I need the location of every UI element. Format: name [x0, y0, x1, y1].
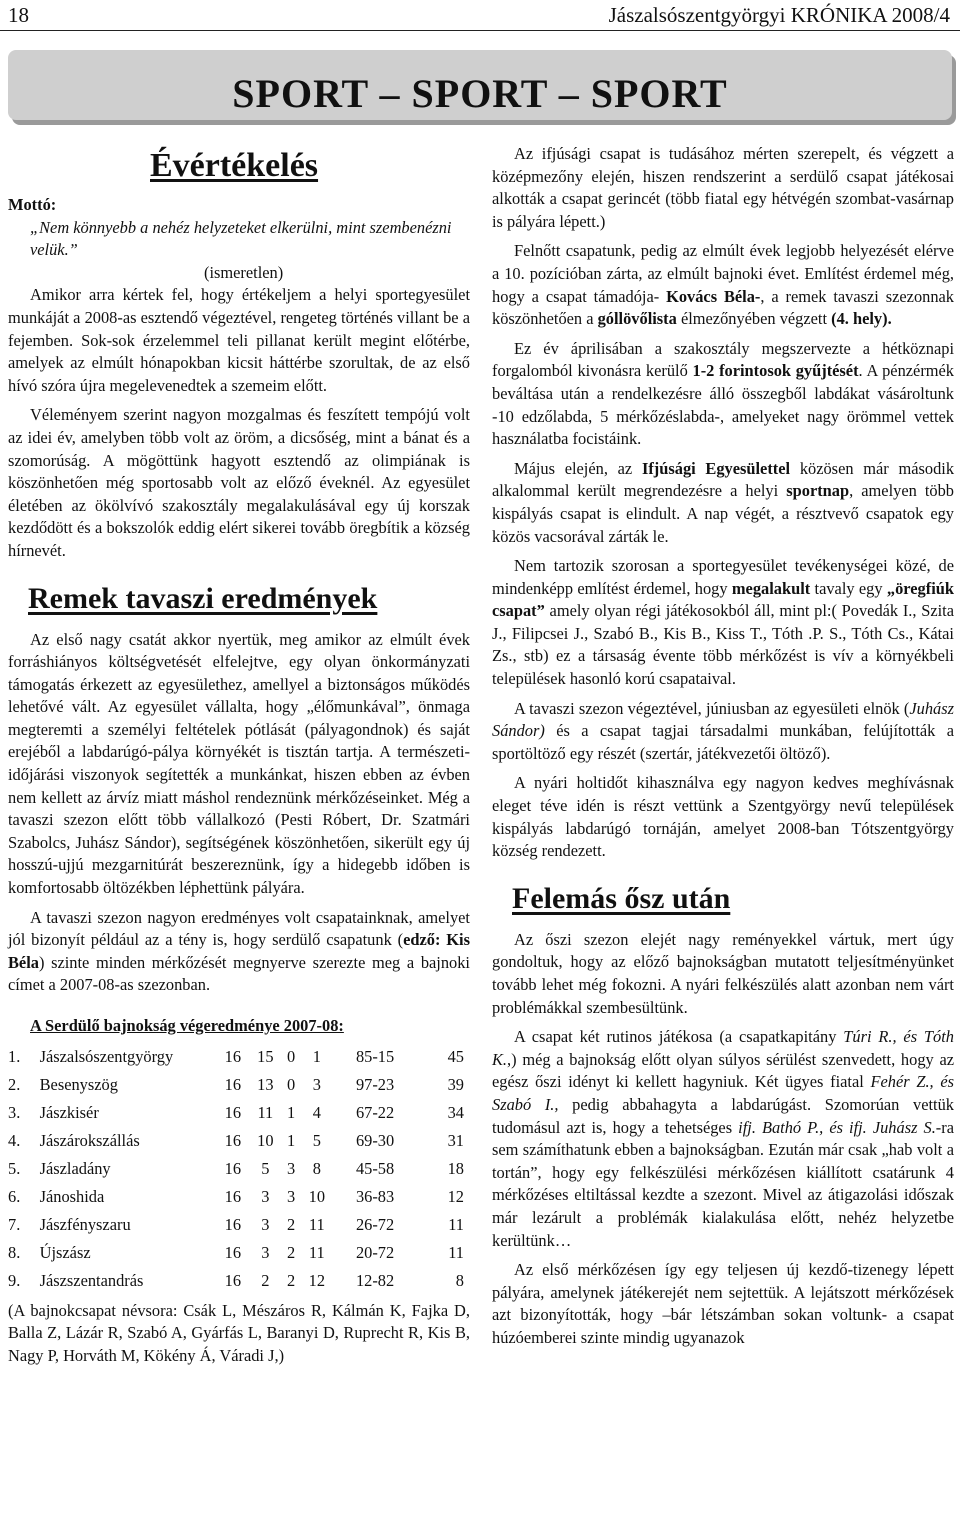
draws-cell: 0 — [286, 1047, 296, 1067]
paragraph — [492, 555, 954, 691]
team-cell: Jászárokszállás — [39, 1131, 140, 1151]
wins-cell: 3 — [261, 1215, 270, 1235]
text-run: Felnőtt csapatunk, pedig az elmúlt évek legjobb helyezését elérve a 10. pozícióban zárta, az elmúlt bajnoki évet. Említést érdemel még, hogy a csapat támadója- — [492, 241, 954, 306]
rank-cell: 4. — [8, 1131, 21, 1151]
team-cell: Jászszentandrás — [39, 1271, 144, 1291]
losses-cell: 4 — [312, 1103, 321, 1123]
text-run: , a remek tavaszi szezonnak köszönhetően a — [492, 286, 954, 329]
goals-cell: 20-72 — [355, 1243, 395, 1263]
played-cell: 16 — [224, 1243, 242, 1263]
paragraph — [8, 907, 470, 997]
text-run: , amelyen több kispályás csapat is elindult. A nap végét, a résztvevő csapatok egy közös vacsorával zárták le. — [492, 481, 954, 546]
draws-cell: 2 — [286, 1271, 296, 1291]
played-cell: 16 — [224, 1131, 242, 1151]
goals-cell: 97-23 — [355, 1075, 395, 1095]
rank-cell: 5. — [8, 1159, 21, 1179]
player-names: ifj. Bathó P., és ifj. Juhász S. — [738, 1117, 936, 1137]
section-title-spring: Remek tavaszi eredmények — [28, 581, 378, 615]
team-cell: Jánoshida — [39, 1187, 105, 1207]
standings-row — [8, 1240, 470, 1268]
motto-label: Mottó: — [8, 195, 57, 214]
paragraph — [492, 338, 954, 451]
text-run: és a csapat tagjai társadalmi munkában, felújították a sportöltöző egy részét (szertár, játékvezetői öltöző). — [492, 721, 954, 763]
wins-cell: 15 — [257, 1047, 274, 1067]
paragraph: Az őszi szezon elejét nagy reményekkel vártuk, mert úgy gondoltuk, hogy az előző bajnokságban mutatott teljesítményünket tovább lehet még fokozni. A nyári felkészülés alatt azonban nem várt problémákkal szembesültünk. — [492, 929, 954, 1017]
emphasis: (4. hely). — [831, 309, 892, 329]
losses-cell: 3 — [312, 1075, 321, 1095]
standings-title: A Serdülő bajnokság végeredménye 2007-08: — [30, 1016, 344, 1035]
text-run: -ra sem számíthatunk ebben a bajnokságban. Ezután már csak „hab volt a tortán”, hogy egy felkészülési mérkőzésen kiállított csatárunk 4 mérkőzéses eltiltással kezdte a szezont. Mivel az átigazolási időszak már lezárult a problémák kialakulása előtt, nehéz helyzetbe kerültünk… — [492, 1117, 954, 1250]
motto-text: „Nem könnyebb a nehéz helyzeteket elkerülni, mint szembenézni velük.” — [30, 217, 452, 260]
text-run: . A pénzérmék beváltása után a rendelkezésre álló összegből labdákat vásároltunk -10 edzőlabda, 5 mérkőzéslabda-, amelyeket nagy örömmel vettek használatba focistáink. — [492, 361, 955, 449]
rank-cell: 7. — [8, 1215, 21, 1235]
paragraph — [492, 1026, 954, 1252]
played-cell: 16 — [224, 1271, 242, 1291]
wins-cell: 3 — [261, 1187, 270, 1207]
points-cell: 34 — [447, 1103, 464, 1123]
paragraph: Az első nagy csatát akkor nyertük, meg amikor az elmúlt évek forráshiányos költségvetését elfelejtve, egy olyan önkormányzati támogatás érkezett az egyesülethez, amellyel a biztonságos működés lehetővé vált. Az egyesület vállalta, hogy „élőmunkával”, önmaga megteremti a személyi feltételek pótlását (pályagondnok) és saját erejéből a labdarúgó-pálya környékét is tisztán tartja. A természeti-időjárási viszonyok segítették a munkánkat, hiszen ebben az évben nem kellett az árvíz miatt máshol rendeznünk mérkőzéseinket. Még a tavaszi szezon előtt több vállalkozó (Pesti Róbert, Dr. Szatmári Szabolcs, Juhász Sándor), segítségének köszönhetően, sikerült egy új hosszú-ujjú mezgarnitúrát beszereznünk, így a hidegebb időben is komfortosabb öltözékben léphettünk pályára. — [8, 629, 470, 898]
text-run: amely olyan régi játékosokból áll, mint pl:( Povedák I., Szita J., Filipcsei J., Szabó B., Kis B., Kiss T., Tóth .P. S., Tóth Cs., Kátai Zs., stb) ez a társaság évente több mérkőzést is vív a környékbeli települések hasonló korú csapataival. — [492, 601, 954, 689]
standings-table — [8, 1044, 470, 1296]
wins-cell: 3 — [261, 1243, 270, 1263]
team-roster: (A bajnokcsapat névsora: Csák L, Mészáros R, Kálmán K, Fajka D, Balla Z, Lázár R, Szabó A, Gyárfás L, Baranyi D, Ruprecht R, Kis B, Nagy P, Horváth M, Kökény Á, Váradi J,) — [8, 1300, 470, 1365]
standings-row — [8, 1212, 470, 1240]
team-cell: Újszász — [39, 1243, 91, 1263]
text-run: élmezőnyében végzett — [676, 309, 832, 329]
standings-row — [8, 1128, 470, 1156]
played-cell: 16 — [224, 1103, 242, 1123]
paragraph: Amikor arra kértek fel, hogy értékeljem a helyi sportegyesület munkáját a 2008-as esztendő végeztével, rengeteg történés villant be a fejemben. Sok-sok érzelemmel teli pillanat került megint előtérbe, amelyek az elmúlt hónapokban kicsit háttérbe szorultak, de az első hívó szóra újra megelevenedtek a szemeim előtt. — [8, 285, 470, 395]
player-names: Fehér Z., és Szabó I., — [492, 1072, 954, 1114]
draws-cell: 0 — [286, 1075, 296, 1095]
emphasis: „öregfiúk csapat” — [492, 578, 954, 621]
paragraph — [492, 240, 954, 330]
wins-cell: 13 — [257, 1075, 274, 1095]
emphasis: megalakult — [731, 578, 811, 598]
losses-cell: 11 — [308, 1243, 325, 1263]
played-cell: 16 — [224, 1159, 242, 1179]
left-column — [8, 140, 470, 1367]
text-run: Május elején, az — [514, 458, 642, 478]
text-run: Nem tartozik szorosan a sportegyesület tevékenységei közé, de mindenképp említést érdemel, hogy — [492, 556, 954, 598]
team-cell: Jászalsószentgyörgy — [39, 1047, 174, 1067]
points-cell: 31 — [447, 1131, 464, 1151]
wins-cell: 11 — [257, 1103, 274, 1123]
text-run: tavaly egy — [810, 578, 887, 598]
text-run: pedig abbahagyta a labdarúgást. Szomorúan vettük tudomásul azt is, hogy a tehetséges — [492, 1094, 954, 1137]
goals-cell: 36-83 — [355, 1187, 395, 1207]
paragraph — [492, 698, 954, 766]
losses-cell: 11 — [308, 1215, 325, 1235]
goals-cell: 85-15 — [355, 1047, 395, 1067]
wins-cell: 2 — [261, 1271, 270, 1291]
section-banner: SPORT – SPORT – SPORT — [8, 50, 952, 120]
section-title-autumn: Felemás ősz után — [512, 881, 731, 915]
paragraph: Az első mérkőzésen így egy teljesen új kezdő-tizenegy lépett pályára, amelynek játékerejét nem sejtettük. A lejátszott mérkőzések azt bizonyították, hogy –bár létszámban sokan voltunk- a csapat húzóemberei szinte mindig ugyanazok — [492, 1260, 954, 1347]
wins-cell: 5 — [261, 1159, 270, 1179]
losses-cell: 5 — [312, 1131, 321, 1151]
paragraph — [492, 458, 954, 548]
player-names: Túri R., és Tóth K. — [492, 1027, 954, 1069]
paragraph: Véleményem szerint nagyon mozgalmas és feszített tempójú volt az idei év, amelyben több volt az öröm, a dicsőség, mint a bánat és a szomorúság. A mögöttünk hagyott esztendő az olimpiának is köszönhetően még sportosabb volt az előző éveknél. Az egyesület életében az ökölvívó szakosztály megalakulásával egy új korszak kezdődött és a bokszolók eddig elért sikerei tovább öregbítik a község hírnevét. — [8, 405, 470, 560]
draws-cell: 1 — [286, 1103, 296, 1123]
paragraph: A nyári holtidőt kihasználva egy nagyon kedves meghívásnak eleget téve idén is részt vettünk a Szentgyörgy nevű települések kispályás labdarúgó tornáján, amelyet 2008-ban Tótszentgyörgy község rendezett. — [492, 773, 954, 861]
goals-cell: 45-58 — [355, 1159, 395, 1179]
goals-cell: 69-30 — [355, 1131, 395, 1151]
rank-cell: 2. — [8, 1075, 21, 1095]
wins-cell: 10 — [257, 1131, 274, 1151]
draws-cell: 2 — [286, 1243, 296, 1263]
team-cell: Besenyszög — [39, 1075, 118, 1095]
standings-row — [8, 1044, 470, 1072]
emphasis: 1-2 forintosok gyűjtését — [692, 361, 859, 381]
losses-cell: 1 — [312, 1047, 321, 1067]
right-column — [492, 143, 954, 1350]
points-cell: 8 — [455, 1271, 464, 1291]
text-run: közösen már második alkalommal került megrendezésre a helyi — [492, 458, 955, 501]
coach-name: edző: Kis Béla — [8, 930, 470, 972]
page-number: 18 — [8, 3, 29, 27]
points-cell: 11 — [448, 1243, 464, 1263]
standings-row — [8, 1100, 470, 1128]
team-cell: Jászkisér — [39, 1103, 99, 1123]
rank-cell: 1. — [8, 1047, 21, 1067]
team-cell: Jászfényszaru — [39, 1215, 131, 1235]
losses-cell: 10 — [308, 1187, 326, 1207]
journal-title: Jászalsószentgyörgyi KRÓNIKA 2008/4 — [608, 3, 950, 27]
running-header — [0, 0, 960, 31]
emphasis: góllövőlista — [597, 309, 677, 329]
points-cell: 39 — [447, 1075, 464, 1095]
played-cell: 16 — [224, 1187, 242, 1207]
text-run: A tavaszi szezon nagyon eredményes volt csapatainknak, amelyet jól bizonyít például az a tény is, hogy serdülő csapatunk ( — [8, 907, 470, 950]
draws-cell: 1 — [286, 1131, 296, 1151]
goals-cell: 26-72 — [355, 1215, 395, 1235]
standings-row — [8, 1268, 470, 1296]
goals-cell: 67-22 — [355, 1103, 395, 1123]
standings-row — [8, 1184, 470, 1212]
points-cell: 18 — [447, 1159, 464, 1179]
motto-source: (ismeretlen) — [204, 262, 284, 282]
president-name: Juhász Sándor) — [492, 698, 954, 741]
goals-cell: 12-82 — [355, 1271, 395, 1291]
text-run: Ez év áprilisában a szakosztály megszervezte a hétköznapi forgalomból kivonásra kerülő — [492, 338, 954, 381]
points-cell: 11 — [448, 1215, 464, 1235]
team-cell: Jászladány — [39, 1159, 111, 1179]
played-cell: 16 — [224, 1215, 242, 1235]
rank-cell: 3. — [8, 1103, 21, 1123]
rank-cell: 6. — [8, 1187, 21, 1207]
standings-row — [8, 1072, 470, 1100]
rank-cell: 9. — [8, 1271, 21, 1291]
text-run: ) szinte minden mérkőzését megnyerve szerezte meg a bajnoki címet a 2007-08-as szezonban. — [8, 952, 470, 995]
draws-cell: 3 — [286, 1159, 296, 1179]
draws-cell: 2 — [286, 1215, 296, 1235]
article-title: Évértékelés — [150, 147, 319, 184]
rank-cell: 8. — [8, 1243, 21, 1263]
emphasis: sportnap — [786, 481, 850, 501]
losses-cell: 12 — [308, 1271, 326, 1291]
text-run: ,) még a bajnokság előtt olyan súlyos sérülést szenvedett, hogy az egész őszi idényt ki kellett hagyniuk. Két ügyes fiatal — [492, 1049, 954, 1092]
paragraph: Az ifjúsági csapat is tudásához mérten szerepelt, és végzett a középmezőny elején, hiszen rendszerint a serdülő csapat játékosai alkották a csapat gerincét (több fiatal egy hétvégén szombat-vasárnap is pályára lépett.) — [492, 144, 954, 231]
emphasis: Ifjúsági Egyesülettel — [641, 458, 791, 478]
text-run: A csapat két rutinos játékosa (a csapatkapitány — [514, 1027, 844, 1047]
losses-cell: 8 — [312, 1159, 321, 1179]
player-name: Kovács Béla- — [666, 286, 761, 306]
draws-cell: 3 — [286, 1187, 296, 1207]
played-cell: 16 — [224, 1075, 242, 1095]
points-cell: 45 — [447, 1047, 464, 1067]
text-run: A tavaszi szezon végeztével, júniusban az egyesületi elnök ( — [514, 698, 910, 718]
played-cell: 16 — [224, 1047, 242, 1067]
points-cell: 12 — [447, 1187, 464, 1207]
standings-row — [8, 1156, 470, 1184]
